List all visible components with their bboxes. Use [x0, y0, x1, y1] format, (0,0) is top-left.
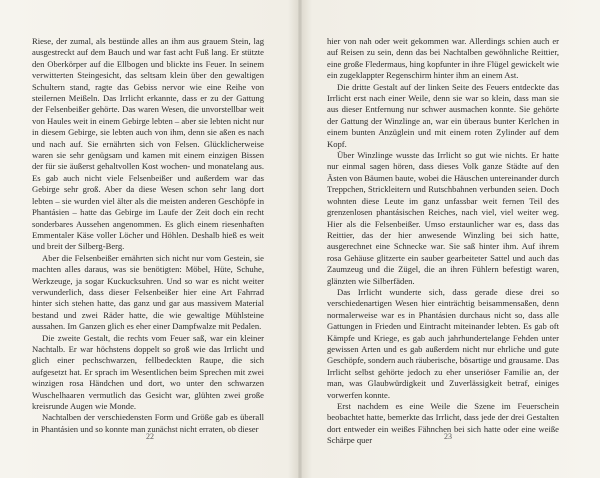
- paragraph: Die dritte Gestalt auf der linken Seite des Feuers entdeckte das Irrlicht erst nach einer Weile, denn sie war so klein, dass man sie aus dieser Entfernung nur schwer ausmachen konnte. Sie gehörte der Gattung der Winzlinge an, war ein überaus bunter Kerlchen in einem bunten Anzüglein und mit einem roten Zylinder auf dem Kopf.: [327, 81, 559, 149]
- paragraph: Nachtalben der verschiedensten Form und Größe gab es überall in Phantásien und so konnte man zunächst nicht erraten, ob dieser: [32, 412, 264, 434]
- paragraph: Das Irrlicht wunderte sich, dass gerade diese drei so verschiedenartigen Wesen hier einträchtig beisammensaßen, denn normalerweise war es in Phantásien durchaus nicht so, dass alle Gattungen in Frieden und Eintracht miteinander lebten. Es gab oft Kämpfe und Kriege, es gab auch jahrhundertelange Fehden unter gewissen Arten und es gab außerdem nicht nur ehrliche und gute Geschöpfe, sondern auch räuberische, bösartige und grausame. Das Irrlicht selbst gehörte jedoch zu eher unseriöser Familie an, der man, was Glaubwürdigkeit und Zuverlässigkeit betraf, einiges vorwerfen konnte.: [327, 286, 559, 400]
- page-number-left: 22: [146, 432, 154, 441]
- paragraph: Die zweite Gestalt, die rechts vom Feuer saß, war ein kleiner Nachtalb. Er war höchstens doppelt so groß wie das Irrlicht und glich einer pechschwarzen, fellbedeckten Raupe, die sich aufgesetzt hat. Er sprach im Wesentlichen beim Sprechen mit zwei winzigen rosa Händchen und dort, wo unter den schwarzen Wuschelhaaren vermutlich das Gesicht war, glühten zwei große kreisrunde Augen wie Monde.: [32, 332, 264, 411]
- paragraph: Erst nachdem es eine Weile die Szene im Feuerschein beobachtet hatte, bemerkte das Irrlicht, dass jede der drei Gestalten dort entweder ein weißes Fähnchen bei sich hatte oder eine weiße Schärpe quer: [327, 401, 559, 446]
- left-page: [32, 36, 264, 456]
- paragraph: Riese, der zumal, als bestünde alles an ihm aus grauem Stein, lag ausgestreckt auf dem Bauch und war fast acht Fuß lang. Er stützte den Oberkörper auf die Ellbogen und blickte ins Feuer. In seinem verwitterten Steingesicht, das seltsam klein über den gewaltigen Schultern stand, ragte das Gebiss nervor wie eine Reihe von steilernen Meißeln. Das Irrlicht erkannte, dass er zu der Gattung der Felsenbeißer gehörte. Das waren Wesen, die unvorstellbar weit von Haules weit in einem Gebirge lebten – aber sie lebten nicht nur in diesem Gebirge, sie lebten auch von ihm, denn sie aßen es nach und nach auf. Sie ernährten sich von Felsen. Glücklicherweise waren sie sehr genügsam und kamen mit einem einzigen Bissen der für sie äußerst gehaltvollen Kost wochen- und monatelang aus. Es gab auch nicht viele Felsenbeißer und außerdem war das Gebirge sehr groß. Aber da diese Wesen schon sehr lang dort lebten – sie wurden viel älter als die meisten anderen Geschöpfe in Phantásien – hatte das Gebirge im Laufe der Zeit doch ein recht sonderbares Aussehen angenommen. Es glich einem riesenhaften Emmentaler Käse voller Löcher und Höhlen. Deshalb hieß es weit und breit der Silberg-Berg.: [32, 36, 264, 252]
- paragraph: hier von nah oder weit gekommen war. Allerdings schien auch er auf Reisen zu sein, denn das bei Nachtalben gewöhnliche Reittier, eine große Fledermaus, hing kopfunter in ihre Flügel gewickelt wie ein zugeklappter Regenschirm hinter ihm an einem Ast.: [327, 36, 559, 81]
- paragraph: Aber die Felsenbeißer ernährten sich nicht nur vom Gestein, sie machten alles daraus, was sie benötigten: Möbel, Hüte, Schuhe, Werkzeuge, ja sogar Kuckucksuhren. Und so war es nicht weiter verwunderlich, dass dieser Felsenbeißer hier eine Art Fahrrad hinter sich stehen hatte, das ganz und gar aus massivem Material bestand und zwei Räder hatte, die wie gewaltige Mühlsteine aussahen. Im Ganzen glich es eher einer Dampfwalze mit Pedalen.: [32, 252, 264, 332]
- paragraph: Über Winzlinge wusste das Irrlicht so gut wie nichts. Er hatte nur einmal sagen hören, dass dieses Volk ganze Städte auf den Ästen von Bäumen baute, wobei die Häuschen untereinander durch Treppchen, Strickleitern und Rutschbahnen verbunden seien. Doch wohnten diese Leute im ganz unfassbar weit fernen Teil des grenzenlosen phantásischen Reiches, nach viel, viel weiter weg. Hier als die Felsenbeißer. Umso erstaunlicher war es, dass das Reittier, das der hier anwesende Winzling bei sich hatte, ausgerechnet eine Schnecke war. Sie saß hinter ihm. Auf ihrem rosa Gehäuse glitzerte ein sauber gearbeiteter Sattel und auch das Zaumzeug und die Zügel, die an ihren Fühlern befestigt waren, glänzten wie Silberfäden.: [327, 150, 559, 286]
- book-gutter: [298, 0, 302, 478]
- page-number-right: 23: [444, 432, 452, 441]
- right-page: [327, 36, 559, 456]
